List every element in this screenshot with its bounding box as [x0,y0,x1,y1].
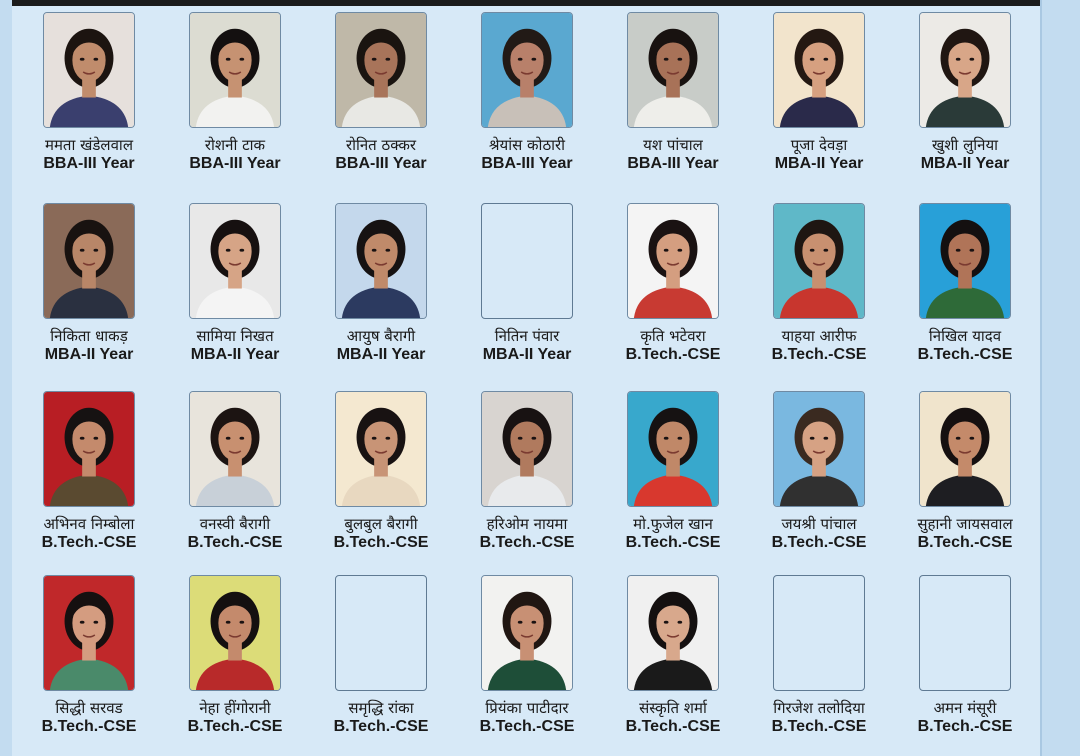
student-course: B.Tech.-CSE [917,346,1013,363]
portrait-illustration [336,13,426,127]
photo-placeholder [335,575,427,691]
student-course: B.Tech.-CSE [333,718,429,735]
student-grid [16,12,1040,755]
left-margin-strip [0,0,12,756]
student-course: B.Tech.-CSE [333,534,429,551]
student-photo [773,391,865,507]
right-margin-strip [1040,0,1080,756]
student-photo [189,575,281,691]
student-course: BBA-III Year [189,155,281,172]
student-course: B.Tech.-CSE [625,718,721,735]
student-name: ममता खंडेलवाल [44,136,133,154]
student-course: B.Tech.-CSE [771,718,867,735]
student-card [746,391,892,575]
student-course: MBA-II Year [920,155,1010,172]
student-course: B.Tech.-CSE [771,346,867,363]
student-card [746,203,892,391]
student-name: नितिन पंवार [494,327,560,345]
student-card [600,12,746,203]
student-course: B.Tech.-CSE [771,534,867,551]
student-photo [481,575,573,691]
student-card [746,12,892,203]
student-card [454,575,600,755]
student-photo [627,391,719,507]
student-course: B.Tech.-CSE [625,346,721,363]
portrait-illustration [920,204,1010,318]
portrait-illustration [190,392,280,506]
student-name: समृद्धि रांका [348,699,414,717]
photo-placeholder [919,575,1011,691]
portrait-illustration [920,13,1010,127]
student-photo [627,203,719,319]
student-photo [919,203,1011,319]
student-course: MBA-II Year [774,155,864,172]
student-card [600,575,746,755]
student-name: यश पांचाल [643,136,703,154]
student-course: BBA-III Year [627,155,719,172]
portrait-illustration [190,204,280,318]
student-photo [189,391,281,507]
portrait-illustration [774,13,864,127]
student-photo [43,391,135,507]
portrait-illustration [44,392,134,506]
student-course: BBA-III Year [481,155,573,172]
student-name: सामिया निखत [196,327,274,345]
student-card [892,391,1038,575]
student-card [600,203,746,391]
student-name: कृति भटेवरा [640,327,706,345]
student-name: हरिओम नायमा [486,515,568,533]
portrait-illustration [628,392,718,506]
student-photo [481,12,573,128]
student-photo [627,575,719,691]
student-name: बुलबुल बैरागी [344,515,418,533]
student-photo [919,12,1011,128]
student-card [16,391,162,575]
student-course: B.Tech.-CSE [917,534,1013,551]
student-name: आयुष बैरागी [346,327,416,345]
student-course: MBA-II Year [482,346,572,363]
student-name: रोशनी टाक [204,136,266,154]
student-photo [335,391,427,507]
student-card [308,203,454,391]
student-course: B.Tech.-CSE [625,534,721,551]
student-course: B.Tech.-CSE [479,718,575,735]
student-card [454,12,600,203]
student-card [600,391,746,575]
student-card [892,12,1038,203]
student-course: B.Tech.-CSE [187,534,283,551]
student-card [162,575,308,755]
student-course: MBA-II Year [336,346,426,363]
portrait-illustration [44,204,134,318]
student-photo [773,203,865,319]
portrait-illustration [628,204,718,318]
portrait-illustration [482,392,572,506]
student-name: याहया आरीफ [781,327,857,345]
student-name: रोनित ठक्कर [345,136,417,154]
portrait-illustration [482,13,572,127]
student-photo [43,575,135,691]
student-name: पूजा देवड़ा [790,136,848,154]
portrait-illustration [774,204,864,318]
student-course: BBA-III Year [43,155,135,172]
student-card [454,203,600,391]
student-card [892,203,1038,391]
student-photo [627,12,719,128]
portrait-illustration [628,576,718,690]
portrait-illustration [190,13,280,127]
student-name: खुशी लुनिया [931,136,999,154]
portrait-illustration [44,13,134,127]
student-photo [335,203,427,319]
student-name: मो.फुजेल खान [633,515,713,533]
student-course: B.Tech.-CSE [41,534,137,551]
student-course: MBA-II Year [44,346,134,363]
student-course: MBA-II Year [190,346,280,363]
portrait-illustration [920,392,1010,506]
student-photo [43,203,135,319]
portrait-illustration [482,576,572,690]
student-name: संस्कृति शर्मा [639,699,707,717]
student-name: वनस्वी बैरागी [199,515,271,533]
portrait-illustration [336,204,426,318]
student-name: सिद्धी सरवड [55,699,123,717]
student-name: श्रेयांस कोठारी [488,136,566,154]
student-name: अमन मंसूरी [933,699,997,717]
portrait-illustration [336,392,426,506]
student-course: BBA-III Year [335,155,427,172]
student-name: गिरजेश तलोदिया [773,699,865,717]
student-name: नेहा हींगोरानी [199,699,271,717]
student-name: निकिता धाकड़ [50,327,128,345]
student-card [892,575,1038,755]
student-card [162,12,308,203]
portrait-illustration [190,576,280,690]
student-name: प्रियंका पाटीदार [485,699,569,717]
portrait-illustration [628,13,718,127]
photo-placeholder [481,203,573,319]
student-card [454,391,600,575]
student-course: B.Tech.-CSE [187,718,283,735]
student-name: निखिल यादव [928,327,1002,345]
student-photo [919,391,1011,507]
student-card [162,391,308,575]
student-card [308,575,454,755]
student-card [746,575,892,755]
student-photo [43,12,135,128]
student-name: जयश्री पांचाल [781,515,857,533]
portrait-illustration [774,392,864,506]
student-photo [335,12,427,128]
student-photo [189,203,281,319]
student-name: अभिनव निम्बोला [43,515,135,533]
student-photo [189,12,281,128]
student-card [308,12,454,203]
student-card [308,391,454,575]
student-card [16,12,162,203]
student-photo [773,12,865,128]
student-photo [481,391,573,507]
student-card [16,575,162,755]
student-card [162,203,308,391]
student-course: B.Tech.-CSE [41,718,137,735]
student-course: B.Tech.-CSE [479,534,575,551]
photo-placeholder [773,575,865,691]
portrait-illustration [44,576,134,690]
student-course: B.Tech.-CSE [917,718,1013,735]
student-card [16,203,162,391]
top-border [0,0,1080,6]
student-name: सुहानी जायसवाल [917,515,1013,533]
